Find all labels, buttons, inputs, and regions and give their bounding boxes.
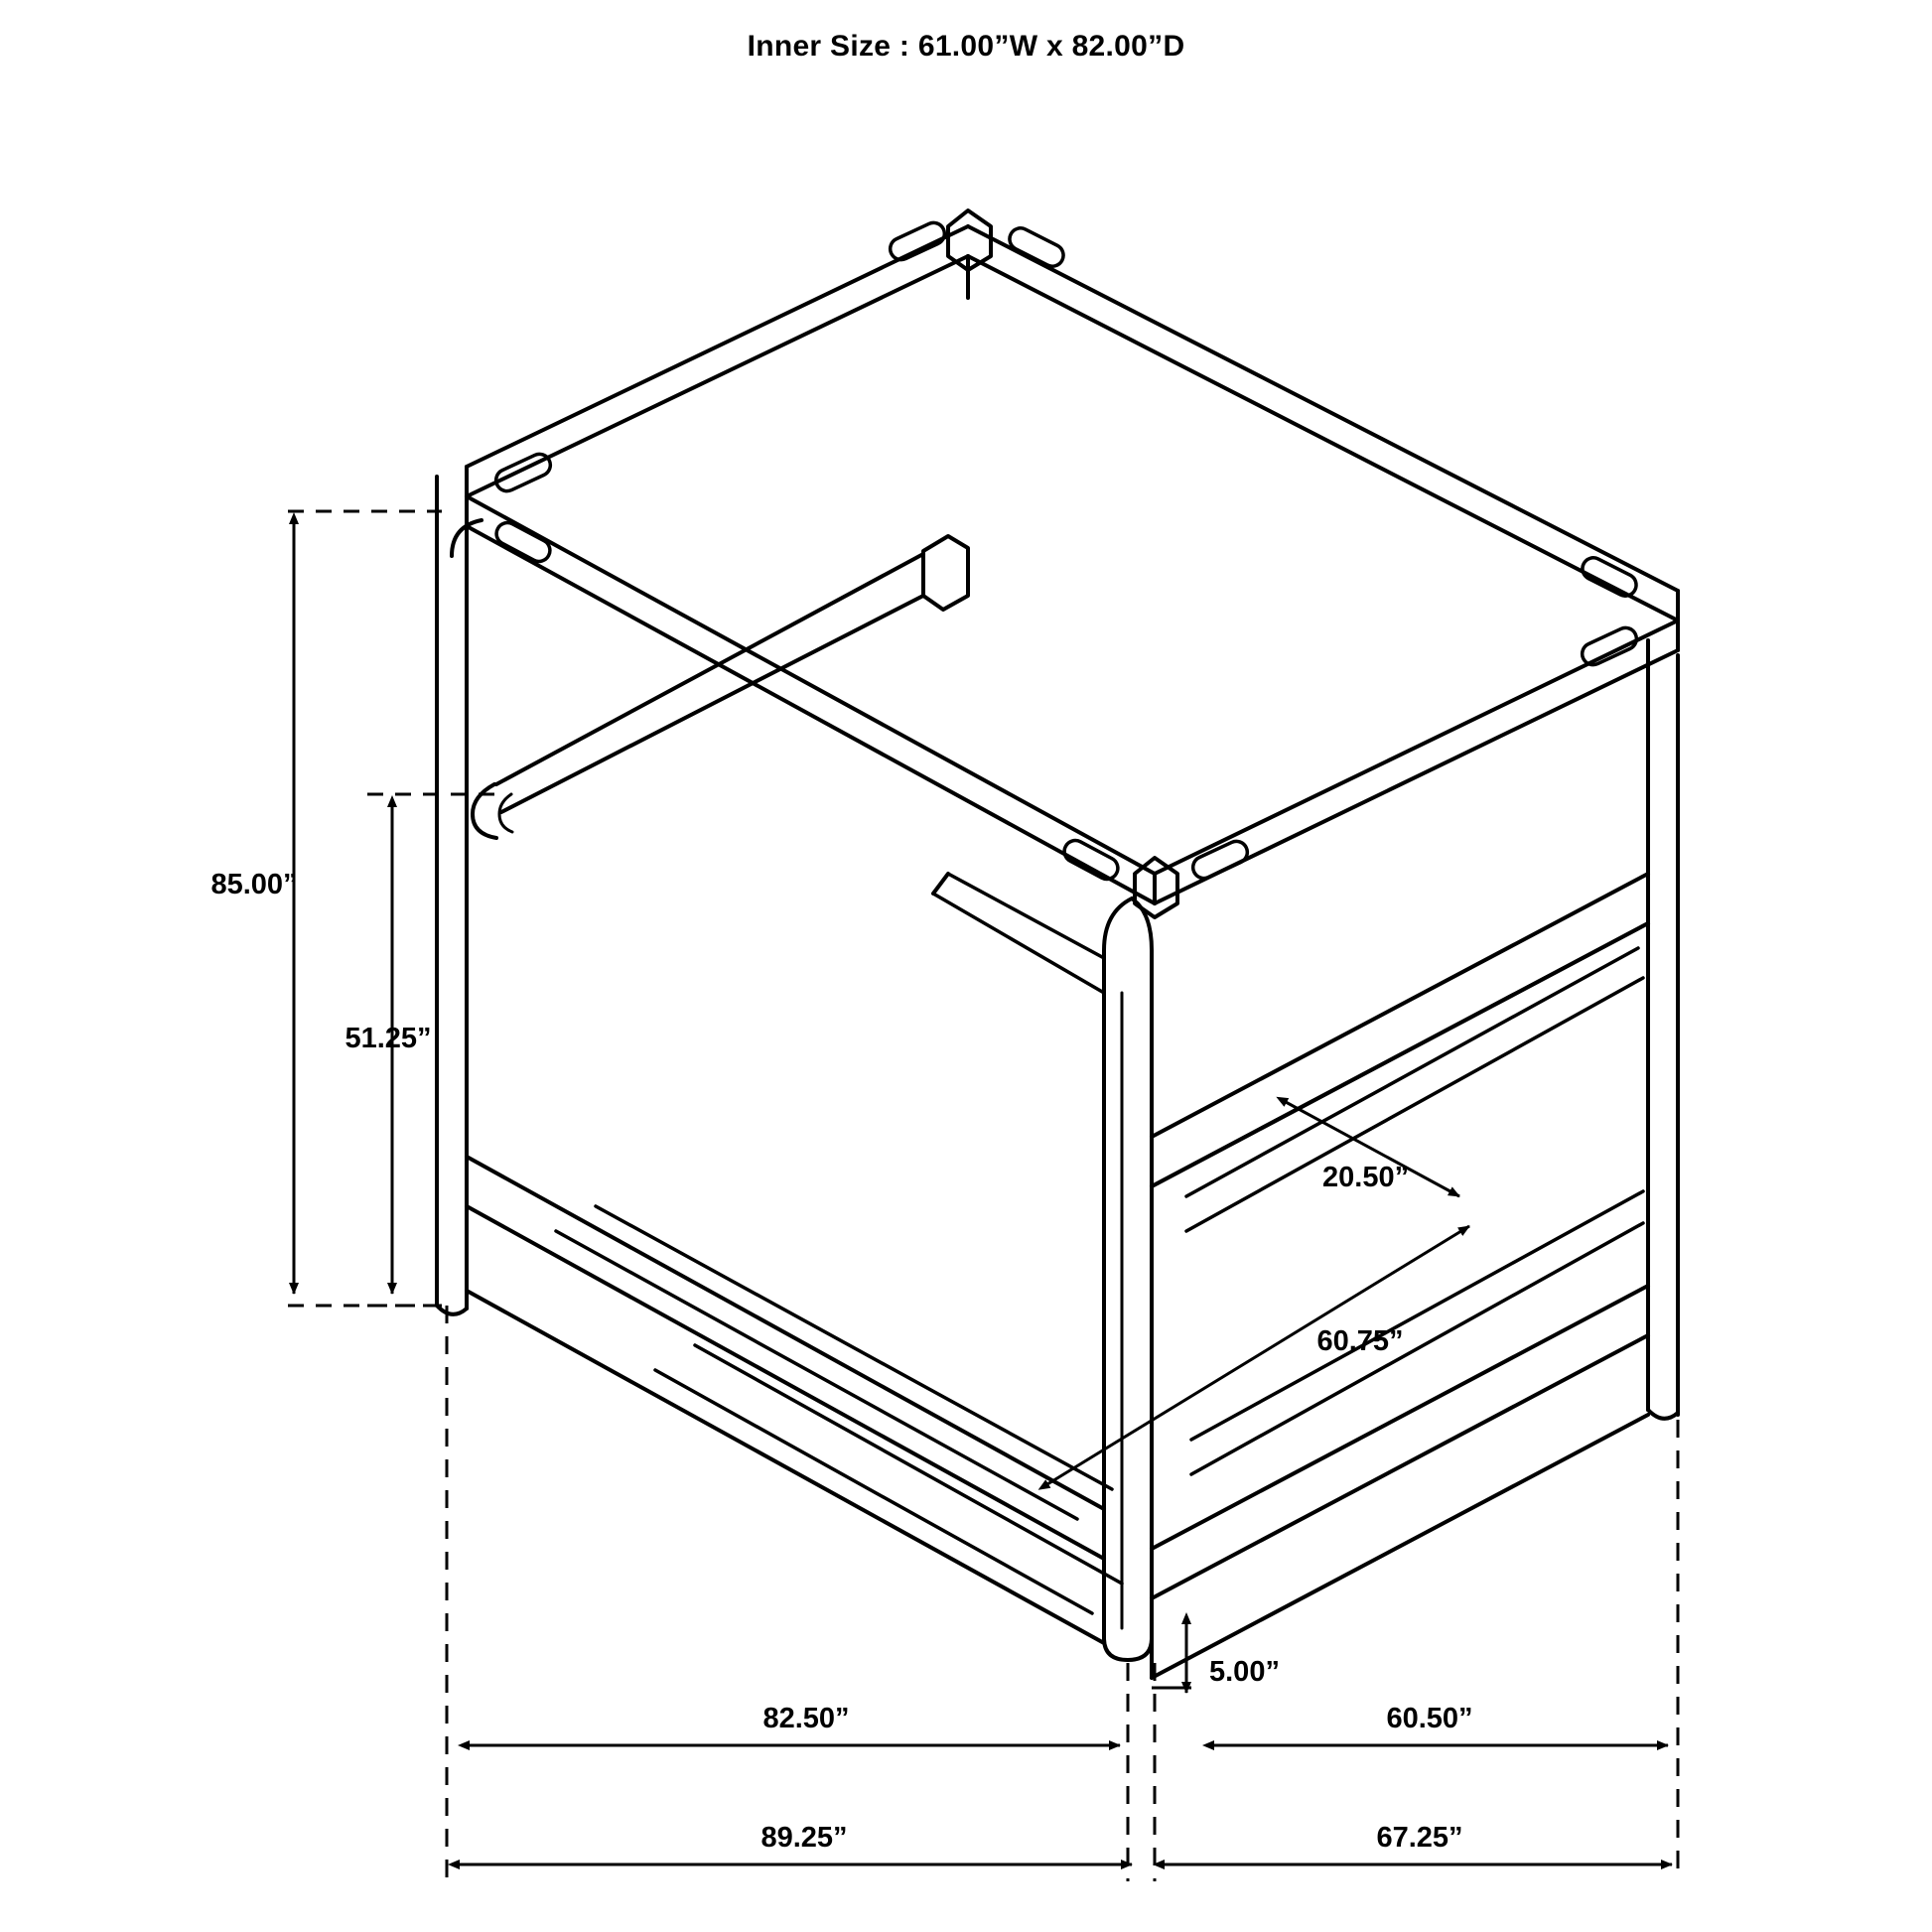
dimension-label-inner-shelf-width: 20.50” — [1322, 1162, 1410, 1193]
dimension-leg-clearance — [1152, 1623, 1191, 1693]
dimension-label-right-footprint-lower: 67.25” — [1376, 1822, 1463, 1854]
canopy-top-frame — [467, 210, 1678, 917]
platform-deck — [467, 874, 1648, 1678]
bed-frame-illustration — [437, 210, 1678, 1678]
dimension-label-platform-depth: 60.75” — [1316, 1325, 1404, 1357]
headboard-rail — [473, 536, 968, 838]
dimension-label-left-footprint-upper: 82.50” — [762, 1703, 850, 1734]
page-title: Inner Size : 61.00”W x 82.00”D — [747, 30, 1185, 63]
witness-lines — [447, 1306, 1678, 1881]
canopy-slot-details — [492, 219, 1640, 884]
dimension-label-overall-height: 85.00” — [210, 869, 298, 900]
rear-side-rail — [467, 874, 1104, 1157]
dimension-overall-height — [288, 511, 442, 1306]
dimension-label-rail-height: 51.25” — [345, 1023, 432, 1054]
dimension-label-left-footprint-lower: 89.25” — [760, 1822, 848, 1854]
dimension-label-right-footprint-upper: 60.50” — [1386, 1703, 1473, 1734]
dimension-label-leg-clearance: 5.00” — [1209, 1656, 1280, 1688]
